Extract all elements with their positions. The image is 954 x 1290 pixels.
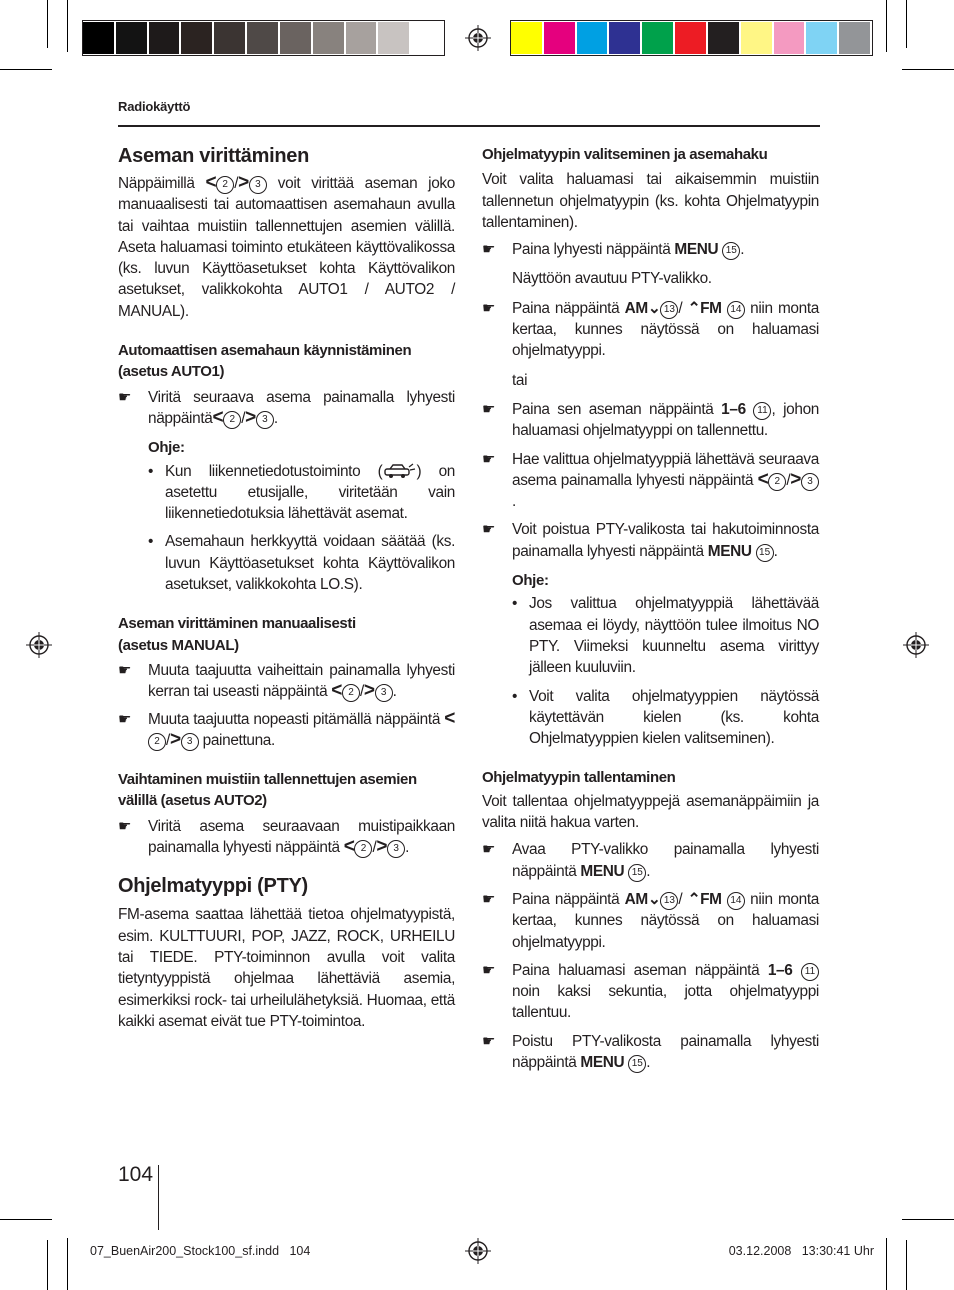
menu-key: MENU (674, 241, 719, 259)
up-arrow-icon: ⌃ (687, 890, 701, 908)
result-text: Näyttöön avautuu PTY-valikko. (512, 270, 712, 288)
ref-15: 15 (628, 864, 646, 882)
color-swatch (83, 22, 114, 54)
list-item: ☛ Paina haluamasi aseman näppäintä 1–6 11 noin kaksi sekuntia, jotta ohjelmatyyppi tallentuu. (482, 961, 819, 1022)
subheading-pty-store: Ohjelmatyypin tallentaminen (482, 769, 676, 787)
pointing-hand-icon: ☛ (482, 241, 496, 259)
color-swatch (741, 22, 772, 54)
pointing-hand-icon: ☛ (118, 710, 132, 728)
color-swatch (149, 22, 180, 54)
grayscale-bar (82, 20, 445, 56)
left-column (118, 144, 455, 1032)
color-swatch (609, 22, 640, 54)
crop-mark (906, 1240, 907, 1290)
chevron-right-icon: > (245, 406, 256, 428)
ref-13: 13 (660, 892, 678, 910)
am-key: AM (624, 299, 648, 317)
registration-mark-icon (465, 25, 491, 51)
registration-mark-icon (26, 632, 52, 658)
subheading-manual: Aseman virittäminen manuaalisesti (asetus MANUAL) (118, 615, 356, 654)
ref-15: 15 (628, 1055, 646, 1073)
subheading-auto1: Automaattisen asemahaun käynnistäminen (asetus AUTO1) (118, 342, 412, 381)
ref-3: 3 (249, 176, 267, 194)
note-item: • Jos valittua ohjelmatyyppiä lähettävää asemaa ei löydy, näyttöön tulee ilmoitus NO PTY. Viimeksi kuunneltu asema virittyy jälleen kuuluviin. (512, 595, 819, 677)
list-item: ☛ Muuta taajuutta nopeasti pitämällä näppäintä <2 /> 3 painettuna. (118, 707, 455, 750)
up-arrow-icon: ⌃ (687, 299, 701, 317)
color-swatch (280, 22, 311, 54)
chevron-right-icon: > (169, 728, 181, 750)
color-swatch (313, 22, 344, 54)
crop-mark (47, 1240, 48, 1290)
color-swatch (839, 22, 870, 54)
heading-aseman-virittaminen: Aseman virittäminen (118, 145, 310, 167)
ref-2: 2 (768, 473, 786, 491)
page-number-rule (158, 1165, 159, 1230)
list-item: ☛ Hae valittua ohjelmatyyppiä lähettävä seuraava asema painamalla lyhyesti näppäintä < 2 /> 3. (482, 450, 819, 511)
ref-3: 3 (801, 473, 819, 491)
crop-mark (886, 0, 887, 52)
or-text: tai (512, 371, 528, 389)
pointing-hand-icon: ☛ (482, 961, 496, 979)
ref-2: 2 (148, 733, 166, 751)
color-swatch (577, 22, 608, 54)
ref-14: 14 (727, 301, 745, 319)
intro-paragraph: Voit tallentaa ohjelmatyyppejä asemanäppäimiin ja valita niitä hakua varten. (482, 792, 819, 832)
am-key: AM (624, 890, 648, 908)
color-swatch (411, 22, 442, 54)
intro-paragraph: Voit valita haluamasi tai aikaisemmin muistiin tallennetun ohjelmatyypin (ks. kohta Ohjelmatyypin tallentaminen). (482, 171, 819, 231)
ref-3: 3 (387, 840, 405, 858)
list-item: ☛ Muuta taajuutta vaiheittain painamalla lyhyesti kerran tai useasti näppäintä < 2 /> 3 . (118, 661, 455, 702)
ref-15: 15 (756, 544, 774, 562)
down-arrow-icon: ⌄ (647, 299, 661, 317)
pointing-hand-icon: ☛ (482, 450, 496, 468)
crop-mark (67, 0, 68, 52)
ref-11: 11 (801, 963, 819, 981)
fm-key: FM (700, 890, 722, 908)
crop-mark (0, 69, 52, 70)
note-item: • Voit valita ohjelmatyyppien näytössä käytettävän kielen (ks. kohta Ohjelmatyyppien kielen valitseminen). (512, 687, 819, 748)
ref-3: 3 (256, 411, 274, 429)
crop-mark (0, 1219, 52, 1220)
subheading-auto2: Vaihtaminen muistiin tallennettujen asemien välillä (asetus AUTO2) (118, 771, 417, 810)
intro-paragraph: Näppäimillä < 2 /> 3 voit virittää aseman joko manuaalisesti tai automaattisen asemahaun avulla tai vaihtaa muistiin tallennettujen asemien välillä. Aseta haluamasi toiminto etukäteen käyttövalikossa (ks. luvun Käyttöasetukset kohta Käyttövalikon asetukset, valikkokohta AUTO1 / AUTO2 / MANUAL). (118, 172, 455, 320)
pointing-hand-icon: ☛ (482, 299, 496, 317)
menu-key: MENU (580, 1053, 625, 1071)
preset-keys: 1–6 (767, 961, 793, 979)
chevron-left-icon: < (212, 406, 224, 428)
ref-2: 2 (216, 176, 234, 194)
footer-filename: 07_BuenAir200_Stock100_sf.indd 104 (90, 1244, 311, 1258)
pointing-hand-icon: ☛ (482, 1032, 496, 1050)
menu-key: MENU (580, 862, 625, 880)
pointing-hand-icon: ☛ (482, 890, 496, 908)
heading-ohjelmatyyppi: Ohjelmatyyppi (PTY) (118, 875, 308, 898)
pointing-hand-icon: ☛ (118, 388, 132, 406)
page-number: 104 (118, 1163, 154, 1186)
chevron-right-icon: > (790, 468, 802, 490)
list-item: ☛ Viritä seuraava asema painamalla lyhyesti näppäintä< 2 /> 3 . (118, 388, 455, 428)
list-item: ☛ Poistu PTY-valikosta painamalla lyhyesti näppäintä MENU 15 . (482, 1032, 819, 1071)
list-item: ☛ Viritä asema seuraavaan muistipaikkaan painamalla lyhyesti näppäintä < 2 /> 3 . (118, 817, 455, 858)
chevron-left-icon: < (205, 172, 217, 193)
pty-paragraph: FM-asema saattaa lähettää tietoa ohjelmatyypistä, esim. KULTTUURI, POP, JAZZ, ROCK, URHEILU tai TIEDE. PTY-toiminnon avulla voit valita tietyntyyppistä ohjelmaa lähettäviä asemia, esimerkiksi rock- tai urheilulähetyksiä. Huomaa, että kaikki asemat eivät tue PTY-toimintoa. (118, 906, 455, 1030)
list-item: ☛ Paina sen aseman näppäintä 1–6 11 , johon haluamasi ohjelmatyyppi on tallennettu. (482, 400, 819, 440)
registration-mark-icon (465, 1238, 491, 1264)
traffic-info-icon (382, 463, 416, 479)
list-item: ☛ Voit poistua PTY-valikosta tai hakutoiminnosta painamalla lyhyesti näppäintä MENU 15 . (482, 521, 819, 560)
pointing-hand-icon: ☛ (482, 841, 496, 859)
color-swatch (511, 22, 542, 54)
down-arrow-icon: ⌄ (647, 890, 661, 908)
color-swatch (378, 22, 409, 54)
color-swatch (544, 22, 575, 54)
ref-2: 2 (354, 840, 372, 858)
ref-3: 3 (375, 684, 393, 702)
chevron-left-icon: < (444, 707, 455, 729)
subheading-pty-select: Ohjelmatyypin valitseminen ja asemahaku (482, 146, 768, 163)
color-swatch (642, 22, 673, 54)
pointing-hand-icon: ☛ (118, 661, 132, 679)
chevron-left-icon: < (757, 468, 769, 490)
menu-key: MENU (707, 542, 752, 560)
section-header: Radiokäyttö (118, 99, 191, 114)
fm-key: FM (700, 299, 722, 317)
color-swatch (806, 22, 837, 54)
pointing-hand-icon: ☛ (482, 521, 496, 539)
color-bar (510, 20, 873, 56)
ref-11: 11 (753, 402, 771, 420)
ref-15: 15 (722, 242, 740, 260)
crop-mark (906, 0, 907, 48)
crop-mark (902, 69, 954, 70)
ref-2: 2 (342, 684, 360, 702)
crop-mark (902, 1219, 954, 1220)
chevron-right-icon: > (363, 680, 375, 702)
color-swatch (214, 22, 245, 54)
color-swatch (675, 22, 706, 54)
color-swatch (346, 22, 377, 54)
registration-mark-icon (903, 632, 929, 658)
color-swatch (116, 22, 147, 54)
color-swatch (181, 22, 212, 54)
chevron-left-icon: < (343, 836, 355, 858)
chevron-right-icon: > (238, 172, 249, 193)
list-item: ☛ Paina näppäintä AM⌄ 13 / ⌃FM 14 niin monta kertaa, kunnes näytössä on haluamasi ohjelmatyyppi. (482, 890, 819, 951)
chevron-right-icon: > (376, 836, 388, 858)
header-rule (118, 125, 820, 127)
note-item: • Asemahaun herkkyyttä voidaan säätää (ks. luvun Käyttöasetukset kohta Käyttövalikon asetukset, valikkokohta LO.S). (148, 533, 455, 594)
note-item: • Kun liikennetiedotustoiminto ( ) on asetettu etusijalle, viritetään vain liikennetiedotuksia lähettävät asemat. (148, 462, 455, 523)
ref-2: 2 (223, 411, 241, 429)
right-column (482, 144, 819, 1073)
crop-mark (886, 1238, 887, 1290)
color-swatch (708, 22, 739, 54)
crop-mark (67, 1238, 68, 1290)
crop-mark (47, 0, 48, 48)
chevron-left-icon: < (331, 680, 342, 702)
note-label: Ohje: (512, 572, 549, 590)
pointing-hand-icon: ☛ (482, 400, 496, 418)
ref-13: 13 (660, 301, 678, 319)
ref-3: 3 (181, 733, 199, 751)
pointing-hand-icon: ☛ (118, 817, 132, 835)
list-item: ☛ Paina lyhyesti näppäintä MENU 15 . (482, 239, 819, 260)
color-swatch (247, 22, 278, 54)
note-label: Ohje: (148, 439, 185, 457)
footer-timestamp: 03.12.2008 13:30:41 Uhr (728, 1244, 874, 1258)
list-item: ☛ Paina näppäintä AM⌄ 13 / ⌃FM 14 niin monta kertaa, kunnes näytössä on haluamasi ohjelmatyyppi. (482, 299, 819, 360)
list-item: ☛ Avaa PTY-valikko painamalla lyhyesti näppäintä MENU 15 . (482, 841, 819, 880)
preset-keys: 1–6 (721, 400, 746, 418)
ref-14: 14 (727, 892, 745, 910)
color-swatch (774, 22, 805, 54)
